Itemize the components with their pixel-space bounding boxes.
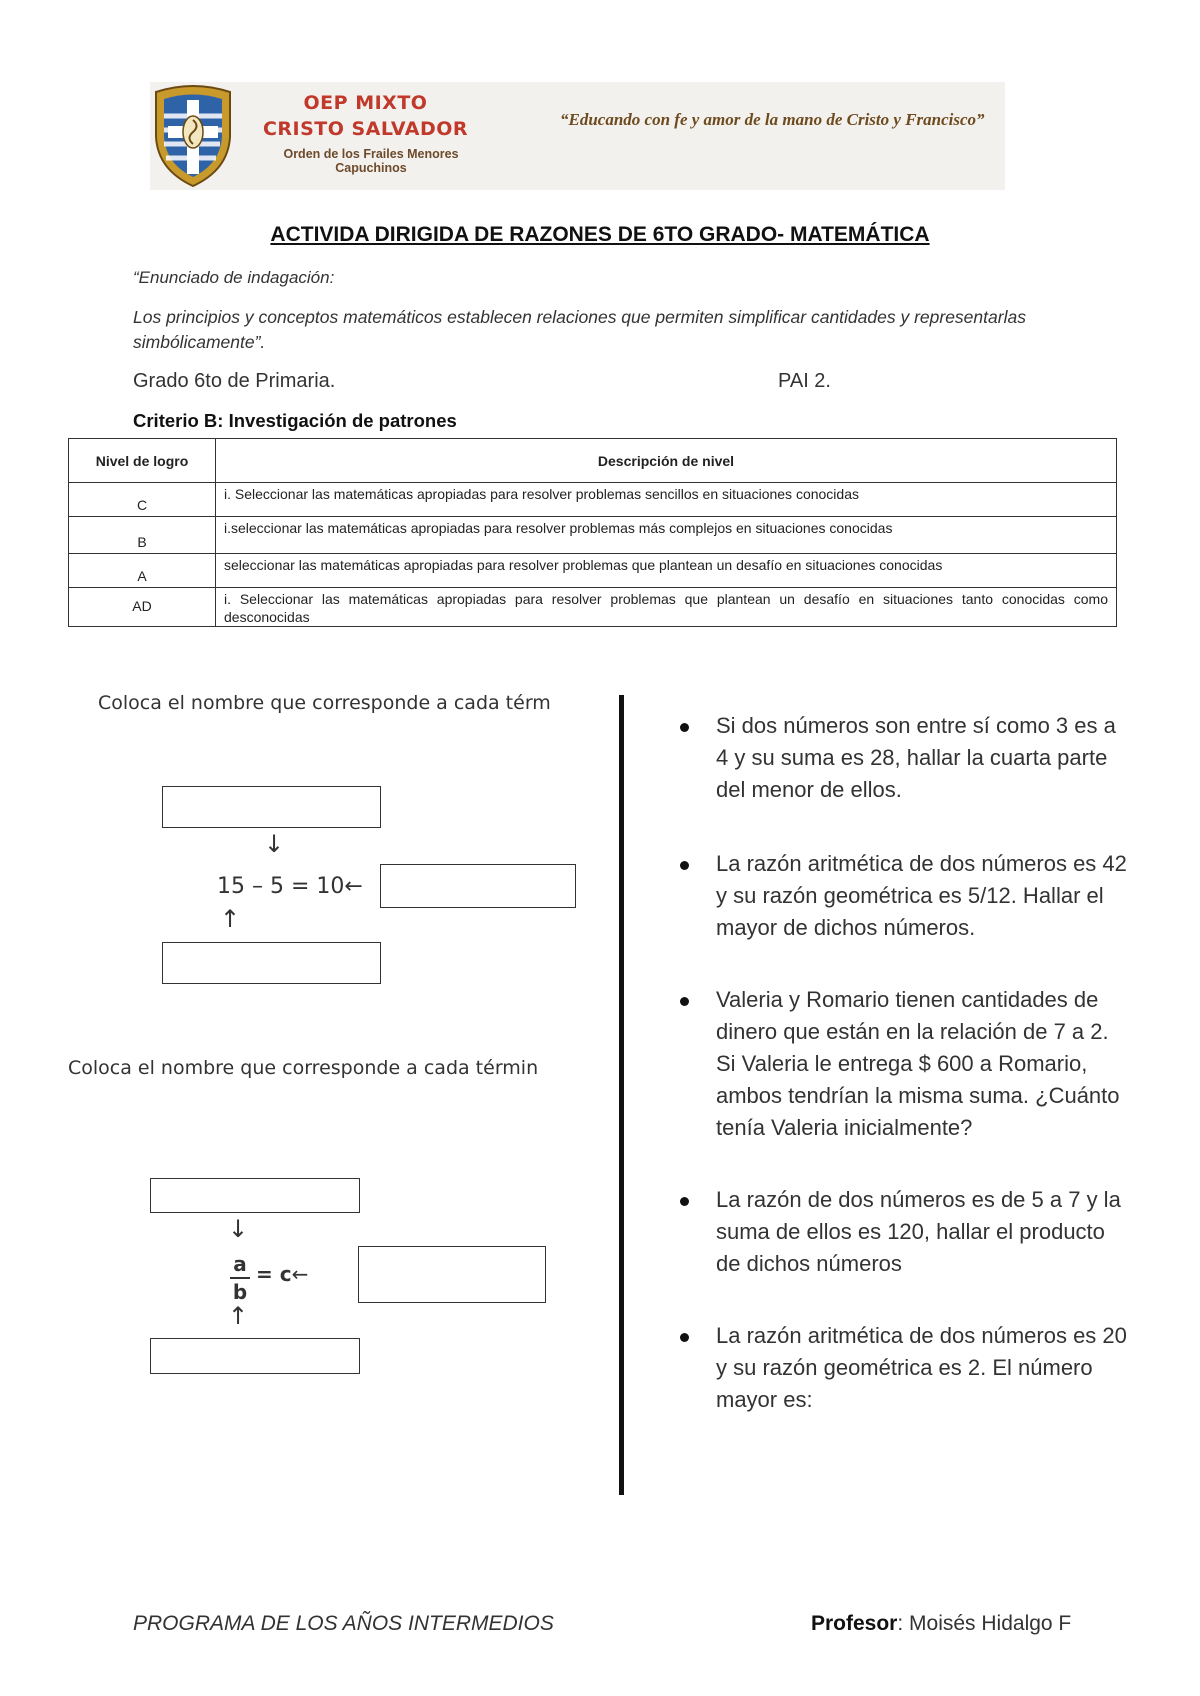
rubric-table	[68, 438, 1117, 627]
school-motto: “Educando con fe y amor de la mano de Cristo y Francisco”	[560, 110, 985, 129]
school-shield-logo	[150, 82, 236, 190]
table-header-row	[69, 439, 1117, 483]
inquiry-statement: Los principios y conceptos matemáticos establecen relaciones que permiten simplificar cantidades y representarlas simbólicamente”.	[133, 307, 1026, 352]
school-name	[258, 90, 473, 142]
exercise1-answer-box-bottom[interactable]	[162, 942, 381, 984]
bullet-icon	[680, 1333, 689, 1342]
school-order: Orden de los Frailes Menores Capuchinos	[283, 147, 459, 175]
school-name-line1: OEP MIXTO	[303, 92, 428, 114]
exercise2-answer-box-top[interactable]	[150, 1178, 360, 1213]
exercise1-answer-box-right[interactable]	[380, 864, 576, 908]
footer-teacher	[811, 1612, 1071, 1636]
level-cell: B	[69, 517, 216, 554]
problem-text: La razón aritmética de dos números es 20 y su razón geométrica es 2. El número mayor es:	[716, 1323, 1127, 1412]
fraction-denominator: b	[232, 1280, 248, 1304]
arrow-up-icon: ↑	[220, 905, 241, 933]
level-cell: AD	[69, 588, 216, 627]
fraction-numerator: a	[233, 1252, 247, 1276]
list-item	[672, 710, 1132, 806]
exercise1-answer-box-top[interactable]	[162, 786, 381, 828]
program-level: PAI 2.	[778, 370, 831, 392]
teacher-name: : Moisés Hidalgo F	[897, 1612, 1072, 1635]
exercise1-expression	[217, 874, 363, 899]
bullet-icon	[680, 997, 689, 1006]
arrow-down-icon: ↓	[264, 830, 285, 858]
fraction	[228, 1252, 252, 1304]
arrow-left-icon: ←	[344, 874, 363, 899]
page-title: ACTIVIDA DIRIGIDA DE RAZONES DE 6TO GRADO- MATEMÁTICA	[270, 223, 930, 246]
subtraction-expression: 15 – 5 = 10	[217, 874, 345, 899]
exercise1-instruction: Coloca el nombre que corresponde a cada térm	[98, 692, 551, 714]
column-header-level: Nivel de logro	[69, 439, 216, 483]
column-header-description: Descripción de nivel	[216, 439, 1117, 483]
footer-program: PROGRAMA DE LOS AÑOS INTERMEDIOS	[133, 1612, 554, 1635]
list-item	[672, 1184, 1132, 1280]
list-item	[672, 848, 1132, 944]
problem-list	[672, 710, 1132, 1416]
school-name-line2: CRISTO SALVADOR	[262, 118, 469, 140]
arrow-down-icon: ↓	[228, 1215, 249, 1243]
bullet-icon	[680, 1197, 689, 1206]
result-term: = c	[256, 1262, 292, 1286]
description-cell: i.seleccionar las matemáticas apropiadas para resolver problemas más complejos en situaciones conocidas	[216, 517, 1117, 554]
problem-text: La razón aritmética de dos números es 42 y su razón geométrica es 5/12. Hallar el mayor de dichos números.	[716, 851, 1127, 940]
table-row	[69, 517, 1117, 554]
exercise2-instruction: Coloca el nombre que corresponde a cada términ	[68, 1057, 539, 1079]
arrow-up-icon: ↑	[228, 1302, 249, 1330]
problem-text: La razón de dos números es de 5 a 7 y la suma de ellos es 120, hallar el producto de dichos números	[716, 1187, 1121, 1276]
description-cell: seleccionar las matemáticas apropiadas para resolver problemas que plantean un desafío en situaciones conocidas	[216, 554, 1117, 588]
exercise2-answer-box-bottom[interactable]	[150, 1338, 360, 1374]
column-divider	[619, 695, 624, 1495]
fraction-bar	[230, 1277, 250, 1279]
table-row	[69, 554, 1117, 588]
bullet-icon	[680, 723, 689, 732]
problem-text: Valeria y Romario tienen cantidades de dinero que están en la relación de 7 a 2. Si Valeria le entrega $ 600 a Romario, ambos tendrían la misma suma. ¿Cuánto tenía Valeria inicialmente?	[716, 987, 1120, 1140]
description-cell: i. Seleccionar las matemáticas apropiadas para resolver problemas que plantean un desafío en situaciones tanto conocidas como desconocidas	[216, 588, 1117, 627]
bullet-icon	[680, 861, 689, 870]
arrow-left-icon: ←	[291, 1262, 309, 1286]
level-cell: A	[69, 554, 216, 588]
teacher-label: Profesor	[811, 1612, 898, 1635]
problem-text: Si dos números son entre sí como 3 es a 4 y su suma es 28, hallar la cuarta parte del menor de ellos.	[716, 713, 1116, 802]
exercise2-answer-box-right[interactable]	[358, 1246, 546, 1303]
criterion-heading: Criterio B: Investigación de patrones	[133, 410, 457, 431]
list-item	[672, 1320, 1132, 1416]
list-item	[672, 984, 1132, 1144]
inquiry-heading: “Enunciado de indagación:	[133, 268, 335, 287]
table-row	[69, 483, 1117, 517]
level-cell: C	[69, 483, 216, 517]
table-row	[69, 588, 1117, 627]
grade-label: Grado 6to de Primaria.	[133, 370, 336, 392]
fraction-result	[256, 1262, 308, 1286]
description-cell: i. Seleccionar las matemáticas apropiadas para resolver problemas sencillos en situaciones conocidas	[216, 483, 1117, 517]
